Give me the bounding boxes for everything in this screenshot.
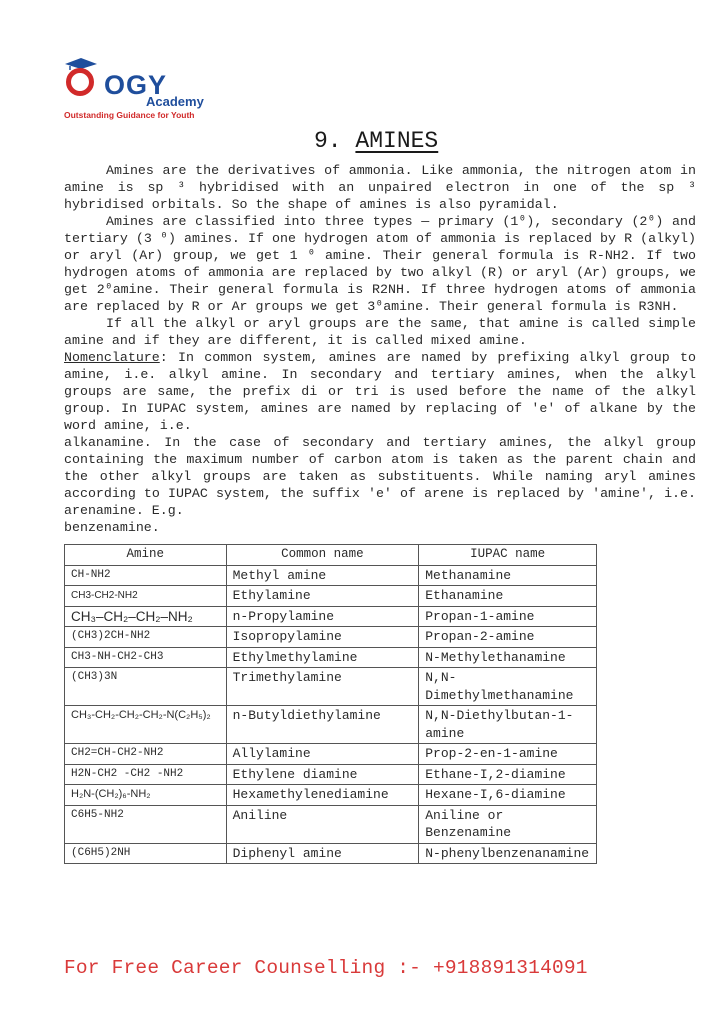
amine-formula: C6H5-NH2 [65,805,227,843]
amine-formula: (CH3)2CH-NH2 [65,627,227,648]
table-row [65,606,597,627]
table-row [65,785,597,806]
paragraph-simple-mixed: If all the alkyl or aryl groups are the same, that amine is called simple amine and if they are different, it is called mixed amine. [64,316,696,348]
amine-formula: H₂N-(CH₂)₆-NH₂ [65,785,227,806]
header-amine: Amine [65,545,227,566]
iupac-name: N-Methylethanamine [419,647,597,668]
table-row [65,565,597,586]
amine-formula: (C6H5)2NH [65,843,227,864]
paragraph-nomenclature [64,349,696,434]
table-row [65,843,597,864]
common-name: Diphenyl amine [226,843,419,864]
common-name: Ethylmethylamine [226,647,419,668]
common-name: Methyl amine [226,565,419,586]
iupac-name: Prop-2-en-1-amine [419,744,597,765]
logo-name: OGY [104,70,168,100]
amine-formula: CH3-NH-CH2-CH3 [65,647,227,668]
iupac-name: Hexane-I,6-diamine [419,785,597,806]
common-name: Trimethylamine [226,668,419,706]
iupac-name: Ethanamine [419,586,597,607]
table-row [65,668,597,706]
nomenclature-heading: Nomenclature [64,350,160,365]
amine-formula: CH₃-CH₂-CH₂-CH₂-N(C₂H₅)₂ [65,706,227,744]
amine-formula: H2N-CH2 -CH2 -NH2 [65,764,227,785]
chapter-number: 9. [314,128,342,154]
nomenclature-text: : In common system, amines are named by prefixing alkyl group to amine, i.e. alkyl amine. In secondary and tertiary amines, when the alkyl groups are same, the prefix di or tri is used before the name of the alkyl group. In IUPAC system, amines are named by replacing of 'e' of alkane by the word amine, i.e. [64,350,696,433]
paragraph-classification: Amines are classified into three types — primary (1⁰), secondary (2⁰) and tertiary (3 ⁰) amines. If one hydrogen atom of ammonia is replaced by R (alkyl) or aryl (Ar) group, we get 1 ⁰ amine. Their general formula is R-NH2. If two hydrogen atoms of ammonia are replaced by two alkyl (R) or aryl (Ar) groups, we get 2⁰amine. Their general formula is R2NH. If three hydrogen atoms of ammonia are replaced by R or Ar groups we get 3⁰amine. Their general formula is R3NH. [64,214,696,314]
footer-contact: For Free Career Counselling :- +918891314091 [64,957,588,979]
table-row [65,647,597,668]
logo-tagline: Outstanding Guidance for Youth [64,110,195,120]
amine-formula: (CH3)3N [65,668,227,706]
amine-formula: CH2=CH-CH2-NH2 [65,744,227,765]
iupac-name: N-phenylbenzenanamine [419,843,597,864]
table-header-row [65,545,597,566]
paragraph-intro: Amines are the derivatives of ammonia. Like ammonia, the nitrogen atom in amine is sp ³ hybridised with an unpaired electron in one of the sp ³ hybridised orbitals. So the shape of amines is also pyramidal. [64,163,696,212]
iupac-name: N,N-Dimethylmethanamine [419,668,597,706]
amine-formula: CH3-CH2-NH2 [65,586,227,607]
body-text [64,162,696,536]
table-row [65,706,597,744]
iupac-name: Aniline or Benzenamine [419,805,597,843]
iupac-name: Ethane-I,2-diamine [419,764,597,785]
iupac-name: Propan-2-amine [419,627,597,648]
paragraph-benzenamine: benzenamine. [64,520,160,535]
common-name: Isopropylamine [226,627,419,648]
common-name: n-Butyldiethylamine [226,706,419,744]
amine-formula: CH₃–CH₂–CH₂–NH₂ [65,606,227,627]
amines-table [64,544,597,864]
amine-formula: CH-NH2 [65,565,227,586]
common-name: Hexamethylenediamine [226,785,419,806]
iupac-name: N,N-Diethylbutan-1-amine [419,706,597,744]
common-name: n-Propylamine [226,606,419,627]
table-row [65,805,597,843]
table-row [65,586,597,607]
logo-subtitle: Academy [146,94,204,109]
common-name: Ethylamine [226,586,419,607]
page-title [314,128,438,154]
academy-logo [64,58,204,122]
logo-ring-icon [66,68,94,96]
header-common-name: Common name [226,545,419,566]
table-row [65,744,597,765]
header-iupac-name: IUPAC name [419,545,597,566]
iupac-name: Methanamine [419,565,597,586]
paragraph-alkanamine: alkanamine. In the case of secondary and tertiary amines, the alkyl group containing the maximum number of carbon atom is taken as the parent chain and the other alkyl groups are taken as substituents. While naming aryl amines according to IUPAC system, the suffix 'e' of arene is replaced by 'amine', i.e. arenamine. E.g. [64,435,696,518]
common-name: Aniline [226,805,419,843]
iupac-name: Propan-1-amine [419,606,597,627]
table-row [65,764,597,785]
common-name: Allylamine [226,744,419,765]
common-name: Ethylene diamine [226,764,419,785]
table-row [65,627,597,648]
chapter-title: AMINES [355,128,439,154]
